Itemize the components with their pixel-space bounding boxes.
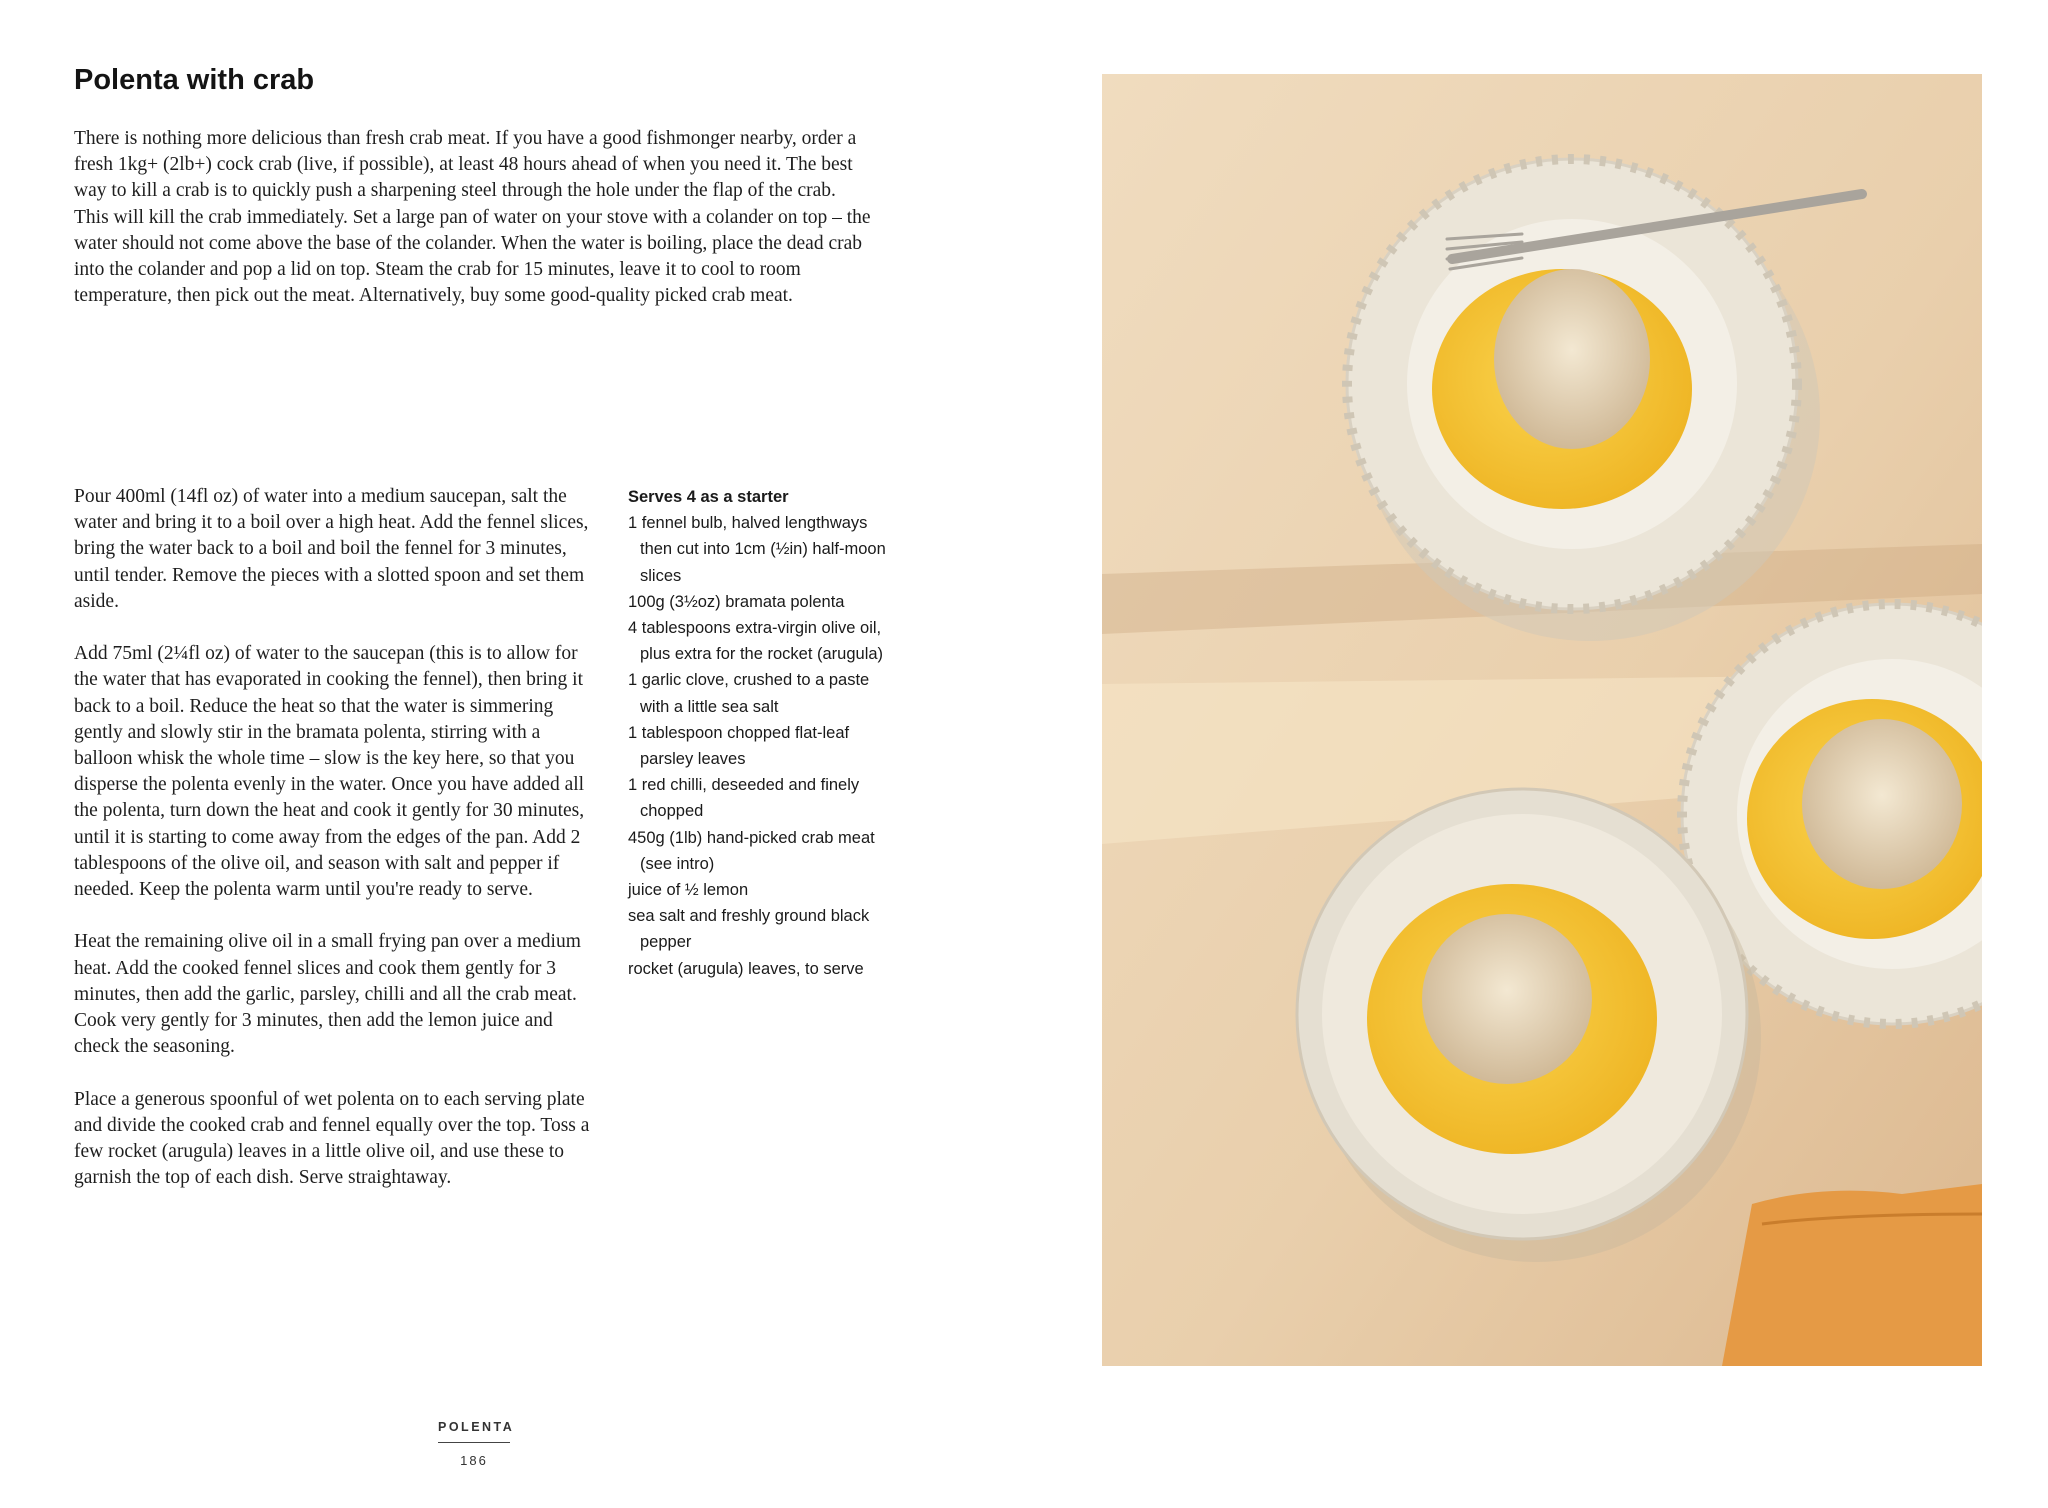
ingredients-column xyxy=(628,484,898,982)
recipe-intro: There is nothing more delicious than fresh crab meat. If you have a good fishmonger nearby, order a fresh 1kg+ (2lb+) cock crab (live, if possible), at least 48 hours ahead of when you need it. The best way to kill a crab is to quickly push a sharpening steel through the hole under the flap of the crab. This will kill the crab immediately. Set a large pan of water on your stove with a colander on top – the water should not come above the base of the colander. When the water is boiling, place the dead crab into the colander and pop a lid on top. Steam the crab for 15 minutes, leave it to cool to room temperature, then pick out the meat. Alternatively, buy some good-quality picked crab meat. xyxy=(74,128,871,307)
crab-meat xyxy=(1422,914,1592,1084)
page-number: 186 xyxy=(460,1453,488,1468)
ingredient-item: 100g (3½oz) bramata polenta xyxy=(628,592,845,611)
method-column xyxy=(74,484,602,1218)
method-step: Add 75ml (2¼fl oz) of water to the saucepan (this is to allow for the water that has evaporated in cooking the fennel), then bring it back to a boil. Reduce the heat so that the water is simmering gently and slowly stir in the bramata polenta, stirring with a balloon whisk the whole time – slow is the key here, so that you disperse the polenta evenly in the water. Once you have added all the polenta, turn down the heat and cook it gently for 30 minutes, until it is starting to come away from the edges of the pan. Add 2 tablespoons of the olive oil, and season with salt and pepper if needed. Keep the polenta warm until you're ready to serve. xyxy=(74,643,585,901)
serves-heading: Serves 4 as a starter xyxy=(628,488,789,506)
dish-photo xyxy=(1102,74,1982,1366)
ingredient-item: juice of ½ lemon xyxy=(628,881,749,900)
crab-meat xyxy=(1494,269,1650,449)
ingredient-item: 1 fennel bulb, halved lengthways then cut into 1cm (½in) half-moon slices xyxy=(628,514,886,585)
ingredient-item: 4 tablespoons extra-virgin olive oil, plus extra for the rocket (arugula) xyxy=(628,619,884,664)
folio-divider xyxy=(438,1442,510,1443)
running-section-label: POLENTA xyxy=(438,1420,515,1434)
method-step: Heat the remaining olive oil in a small frying pan over a medium heat. Add the cooked fennel slices and cook them gently for 3 minutes, then add the garlic, parsley, chilli and all the crab meat. Cook very gently for 3 minutes, then add the lemon juice and check the seasoning. xyxy=(74,931,581,1058)
ingredient-item: sea salt and freshly ground black pepper xyxy=(628,907,870,952)
method-step: Place a generous spoonful of wet polenta on to each serving plate and divide the cooked crab and fennel equally over the top. Toss a few rocket (arugula) leaves in a little olive oil, and use these to garnish the top of each dish. Serve straightaway. xyxy=(74,1088,590,1189)
page-footer xyxy=(438,1420,515,1468)
crab-meat xyxy=(1802,719,1962,889)
ingredients-list xyxy=(628,510,898,982)
ingredient-item: 1 tablespoon chopped flat-leaf parsley leaves xyxy=(628,723,850,769)
dish-photo-illustration xyxy=(1102,74,1982,1366)
ingredient-item: 1 garlic clove, crushed to a paste with a little sea salt xyxy=(628,671,870,716)
method-step: Pour 400ml (14fl oz) of water into a medium saucepan, salt the water and bring it to a boil over a high heat. Add the fennel slices, bring the water back to a boil and boil the fennel for 3 minutes, until tender. Remove the pieces with a slotted spoon and set them aside. xyxy=(74,486,589,612)
napkin xyxy=(1722,1184,1982,1366)
recipe-title: Polenta with crab xyxy=(74,64,315,96)
ingredient-item: rocket (arugula) leaves, to serve xyxy=(628,959,864,978)
ingredient-item: 1 red chilli, deseeded and finely chopped xyxy=(628,776,860,821)
ingredient-item: 450g (1lb) hand-picked crab meat (see intro) xyxy=(628,828,875,873)
